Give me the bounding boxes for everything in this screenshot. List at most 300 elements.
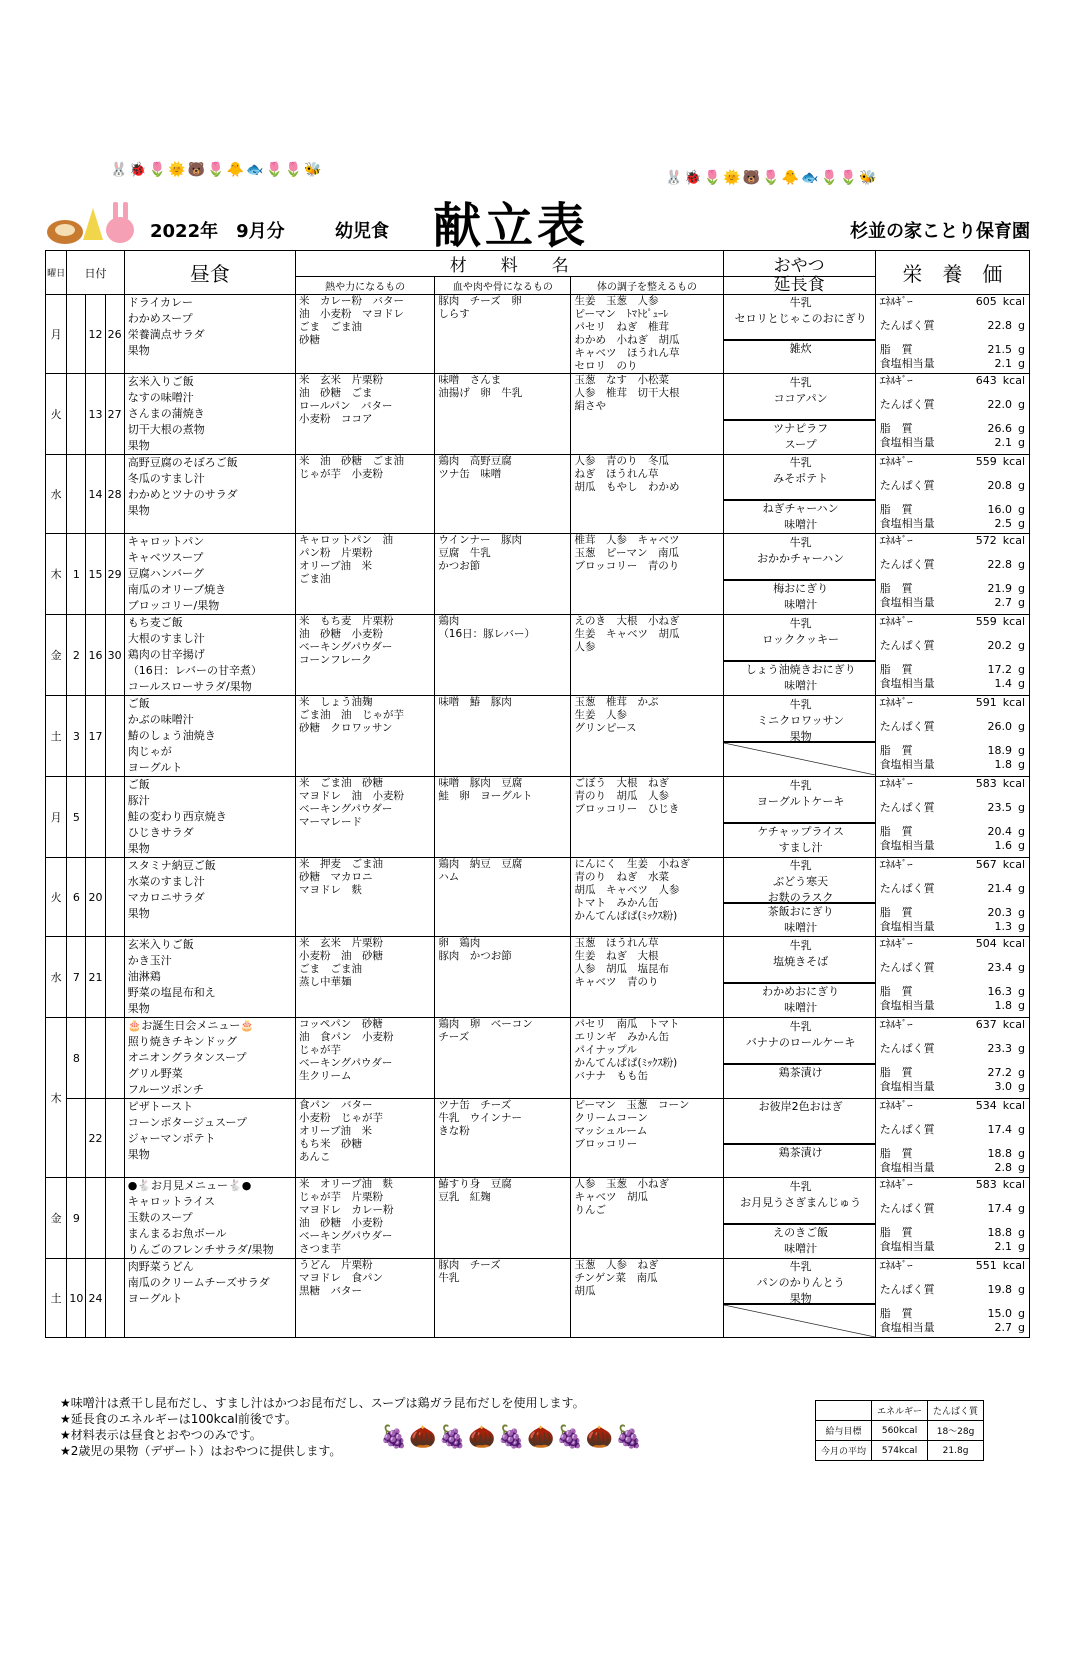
snack-item: ぶどう寒天 bbox=[773, 875, 829, 888]
fat-label: 脂 質 bbox=[879, 503, 913, 516]
lunch-cell-line: 果物 bbox=[127, 439, 150, 452]
lunch-cell-line: コールスローサラダ/果物 bbox=[127, 680, 252, 693]
energy-label: ｴﾈﾙｷﾞｰ bbox=[879, 1099, 913, 1112]
protein-number: 19.8 bbox=[987, 1283, 1013, 1296]
salt-label: 食塩相当量 bbox=[879, 517, 935, 530]
protein-unit: g bbox=[1018, 801, 1025, 814]
salt-label: 食塩相当量 bbox=[879, 999, 935, 1012]
fat bbox=[876, 906, 1029, 920]
date-header: 日付 bbox=[67, 251, 124, 295]
protein bbox=[876, 398, 1029, 412]
protein-number: 22.0 bbox=[987, 398, 1013, 411]
fat-unit: g bbox=[1018, 1307, 1025, 1320]
salt-value bbox=[995, 920, 1025, 934]
blood-ingredients bbox=[435, 858, 571, 937]
salt-value bbox=[995, 1321, 1025, 1335]
snack-items bbox=[724, 455, 875, 487]
extended-item: 味噌汁 bbox=[784, 1001, 818, 1014]
snack-item: おかかチャーハン bbox=[757, 552, 845, 565]
protein-unit: g bbox=[1018, 479, 1025, 492]
energy-ingredients-line: ごま油 bbox=[298, 573, 331, 585]
snack-item: 牛乳 bbox=[789, 296, 812, 309]
salt-unit: g bbox=[1018, 758, 1025, 771]
protein-label: たんぱく質 bbox=[879, 961, 935, 974]
extended-header: 延長食 bbox=[723, 277, 875, 295]
protein-unit: g bbox=[1018, 1042, 1025, 1055]
fat-number: 21.5 bbox=[987, 343, 1013, 356]
salt bbox=[876, 839, 1029, 853]
nutrition-average-table bbox=[815, 1400, 984, 1461]
energy-number: 643 bbox=[975, 374, 997, 387]
energy-ingredients-line: マヨドレ 油 小麦粉 bbox=[298, 790, 404, 802]
fat-unit: g bbox=[1018, 744, 1025, 757]
body-ingredients-line: ピーマン 玉葱 コーン bbox=[574, 1099, 690, 1111]
energy bbox=[876, 858, 1029, 872]
body-ingredients-line: パセリ 南瓜 トマト bbox=[574, 1018, 680, 1030]
fat bbox=[876, 1307, 1029, 1321]
date-cell: 7 bbox=[67, 937, 86, 1018]
body-ingredients bbox=[571, 1178, 723, 1259]
energy bbox=[876, 534, 1029, 548]
snack-cell bbox=[723, 374, 875, 455]
fat-label: 脂 質 bbox=[879, 422, 913, 435]
snack-item: お月見うさぎまんじゅう bbox=[740, 1196, 862, 1209]
date-cell bbox=[86, 1018, 105, 1099]
lunch-cell bbox=[124, 1018, 295, 1099]
protein-unit: g bbox=[1018, 319, 1025, 332]
nutrition-cell bbox=[875, 455, 1029, 534]
blood-ingredients bbox=[435, 777, 571, 858]
salt bbox=[876, 677, 1029, 691]
snack-items bbox=[724, 295, 875, 327]
snack-item: 牛乳 bbox=[789, 1180, 812, 1193]
extended-meal bbox=[724, 822, 875, 856]
body-ingredients-line: りんご bbox=[574, 1204, 606, 1216]
extended-item: 鶏茶漬け bbox=[778, 1066, 823, 1079]
fat-number: 16.3 bbox=[987, 985, 1013, 998]
lunch-cell bbox=[124, 1259, 295, 1338]
date-cell: 15 bbox=[86, 534, 105, 615]
energy-ingredients-line: コッペパン 砂糖 bbox=[298, 1018, 383, 1030]
school-name: 杉並の家ことり保育園 bbox=[850, 221, 1030, 242]
snack-items bbox=[724, 1259, 875, 1307]
protein-number: 22.8 bbox=[987, 319, 1013, 332]
lunch-cell-line: 玉麩のスープ bbox=[127, 1211, 193, 1224]
meal-kind: 幼児食 bbox=[335, 221, 389, 242]
energy-label: ｴﾈﾙｷﾞｰ bbox=[879, 615, 913, 628]
protein bbox=[876, 639, 1029, 653]
energy-ingredients-line: 食パン バター bbox=[298, 1099, 373, 1111]
extended-meal bbox=[724, 1063, 875, 1097]
lunch-cell-line: 鶏肉の甘辛揚げ bbox=[127, 648, 205, 661]
lunch-cell-line: ブロッコリー/果物 bbox=[127, 599, 220, 612]
fat-number: 18.9 bbox=[987, 744, 1013, 757]
fat-value bbox=[988, 503, 1025, 517]
fat-unit: g bbox=[1018, 906, 1025, 919]
energy-value bbox=[976, 295, 1025, 309]
snack-box bbox=[724, 778, 875, 856]
lunch-cell-line: 油淋鶏 bbox=[127, 970, 161, 983]
blood-ingredients bbox=[435, 615, 571, 696]
energy-label: ｴﾈﾙｷﾞｰ bbox=[879, 534, 913, 547]
avg-protein-header: たんぱく質 bbox=[928, 1401, 984, 1421]
protein-unit: g bbox=[1018, 720, 1025, 733]
protein-value bbox=[988, 639, 1025, 653]
energy-unit: kcal bbox=[1002, 534, 1025, 547]
page-title: 献立表 bbox=[433, 198, 590, 254]
menu-row bbox=[46, 1259, 1030, 1338]
energy-unit: kcal bbox=[1002, 937, 1025, 950]
date-cell bbox=[105, 858, 124, 937]
extended-meal bbox=[724, 339, 875, 373]
salt-label: 食塩相当量 bbox=[879, 920, 935, 933]
salt-value bbox=[995, 677, 1025, 691]
body-ingredients-line: 人参 青のり 冬瓜 bbox=[574, 455, 669, 467]
blood-ingredients-line: 味噌 豚肉 豆腐 bbox=[438, 777, 523, 789]
snack-cell bbox=[723, 615, 875, 696]
body-ingredients-line: わかめ 小ねぎ 胡瓜 bbox=[574, 334, 680, 346]
lunch-cell bbox=[124, 858, 295, 937]
blood-ingredients-line: （16日：豚レバー） bbox=[438, 628, 535, 640]
protein-label: たんぱく質 bbox=[879, 1283, 935, 1296]
protein-label: たんぱく質 bbox=[879, 801, 935, 814]
lunch-cell-line: 玄米入りご飯 bbox=[127, 938, 194, 951]
nutrition-cell bbox=[875, 374, 1029, 455]
body-ingredients-line: セロリ のり bbox=[574, 360, 638, 372]
menu-row bbox=[46, 534, 1030, 615]
salt-label: 食塩相当量 bbox=[879, 596, 935, 609]
nutrition-cell bbox=[875, 295, 1029, 374]
body-ingredients bbox=[571, 696, 723, 777]
blood-ingredients-line: チーズ bbox=[438, 1031, 470, 1043]
weekday-cell: 金 bbox=[46, 1178, 67, 1259]
nutrition-cell bbox=[875, 1259, 1029, 1338]
body-ingredients-line: かんてんぱぱ(ﾐｯｸｽ粉) bbox=[574, 1057, 678, 1069]
extended-meal bbox=[724, 741, 875, 775]
blood-ingredients-line: 牛乳 ウインナー bbox=[438, 1112, 522, 1124]
snack-items bbox=[724, 1019, 875, 1051]
salt bbox=[876, 517, 1029, 531]
protein-unit: g bbox=[1018, 558, 1025, 571]
protein bbox=[876, 558, 1029, 572]
date-cell bbox=[105, 777, 124, 858]
fat-value bbox=[988, 1147, 1025, 1161]
snack-cell bbox=[723, 1099, 875, 1178]
decoration-left: 🐰🐞🌷🌞🐻🌷🐥🐟🌷🌷🐝 bbox=[110, 162, 324, 178]
fat-value bbox=[988, 1307, 1025, 1321]
fat-value bbox=[988, 422, 1025, 436]
fat-value bbox=[988, 663, 1025, 677]
fat-unit: g bbox=[1018, 503, 1025, 516]
snack-header: おやつ bbox=[723, 251, 875, 277]
energy-ingredients-line: もち米 砂糖 bbox=[298, 1138, 362, 1150]
protein-value bbox=[988, 1042, 1025, 1056]
protein-unit: g bbox=[1018, 1283, 1025, 1296]
date-cell: 9 bbox=[67, 1178, 86, 1259]
protein bbox=[876, 1283, 1029, 1297]
blood-ingredients-line: 鶏肉 納豆 豆腐 bbox=[438, 858, 523, 870]
salt-label: 食塩相当量 bbox=[879, 1240, 935, 1253]
energy-value bbox=[976, 534, 1025, 548]
lunch-cell-line: わかめスープ bbox=[127, 312, 193, 325]
blood-ingredients-line: 豆腐 牛乳 bbox=[438, 547, 491, 559]
salt bbox=[876, 1321, 1029, 1335]
extended-item: ツナピラフ bbox=[773, 422, 829, 435]
nutrition-cell bbox=[875, 615, 1029, 696]
extended-meal bbox=[724, 902, 875, 936]
protein-number: 22.8 bbox=[987, 558, 1013, 571]
body-ingredients-line: ねぎ ほうれん草 bbox=[574, 468, 659, 480]
snack-item: 牛乳 bbox=[789, 456, 812, 469]
salt-label: 食塩相当量 bbox=[879, 436, 935, 449]
protein-label: たんぱく質 bbox=[879, 319, 935, 332]
blood-ingredients-line: 鶏肉 高野豆腐 bbox=[438, 455, 512, 467]
protein-value bbox=[988, 1123, 1025, 1137]
body-ingredients-line: 胡瓜 bbox=[574, 1285, 596, 1297]
lunch-cell-line: 冬瓜のすまし汁 bbox=[127, 472, 205, 485]
blood-ingredients bbox=[435, 455, 571, 534]
body-ingredients-line: パイナップル bbox=[574, 1044, 637, 1056]
extended-meal bbox=[724, 1143, 875, 1177]
fat-number: 15.0 bbox=[987, 1307, 1013, 1320]
body-ingredients-line: 青のり ねぎ 水菜 bbox=[574, 871, 669, 883]
date-cell bbox=[67, 455, 86, 534]
weekday-cell: 火 bbox=[46, 858, 67, 937]
body-ingredients-line: クリームコーン bbox=[574, 1112, 648, 1124]
protein-value bbox=[988, 1283, 1025, 1297]
energy-ingredients-line: 黒糖 バター bbox=[298, 1285, 362, 1297]
energy-label: ｴﾈﾙｷﾞｰ bbox=[879, 937, 913, 950]
blood-ingredients-line: 油揚げ 卵 牛乳 bbox=[438, 387, 523, 399]
energy-ingredients bbox=[295, 295, 434, 374]
protein-label: たんぱく質 bbox=[879, 558, 935, 571]
lunch-cell-line: キャベツスープ bbox=[127, 551, 204, 564]
snack-cell bbox=[723, 696, 875, 777]
energy-ingredients bbox=[295, 534, 434, 615]
salt-value bbox=[995, 999, 1025, 1013]
body-ingredients bbox=[571, 374, 723, 455]
snack-item: お麩のラスク bbox=[767, 891, 834, 904]
energy-value bbox=[976, 777, 1025, 791]
fat-value bbox=[988, 906, 1025, 920]
energy-ingredients bbox=[295, 696, 434, 777]
lunch-cell-line: オニオングラタンスープ bbox=[127, 1051, 247, 1064]
extended-meal bbox=[724, 419, 875, 453]
lunch-cell-line: なすの味噌汁 bbox=[127, 391, 194, 404]
note-line: ★延長食のエネルギーは100kcal前後です。 bbox=[60, 1412, 297, 1426]
snack-items bbox=[724, 1099, 875, 1115]
ingredients-header: 材 料 名 bbox=[295, 251, 723, 277]
body-ingredients-line: キャベツ 青のり bbox=[574, 976, 659, 988]
salt-value bbox=[995, 1240, 1025, 1254]
protein-value bbox=[988, 1202, 1025, 1216]
protein-number: 23.3 bbox=[987, 1042, 1013, 1055]
date-cell bbox=[105, 1178, 124, 1259]
lunch-cell bbox=[124, 615, 295, 696]
snack-box bbox=[724, 616, 875, 694]
snack-cell bbox=[723, 1178, 875, 1259]
protein-number: 26.0 bbox=[987, 720, 1013, 733]
protein-label: たんぱく質 bbox=[879, 882, 935, 895]
energy-ingredients-line: 米 玄米 片栗粉 bbox=[298, 937, 383, 949]
lunch-cell bbox=[124, 1178, 295, 1259]
fat-label: 脂 質 bbox=[879, 1226, 913, 1239]
blood-ingredients-line: しらす bbox=[438, 308, 470, 320]
energy-value bbox=[976, 937, 1025, 951]
protein bbox=[876, 479, 1029, 493]
body-ingredients-line: 青のり 胡瓜 人参 bbox=[574, 790, 669, 802]
extended-item: 味噌汁 bbox=[784, 679, 818, 692]
body-ingredients-line: グリンピース bbox=[574, 722, 637, 734]
salt bbox=[876, 920, 1029, 934]
blood-ingredients-line: 鶏肉 卵 ベーコン bbox=[438, 1018, 533, 1030]
lunch-cell bbox=[124, 455, 295, 534]
salt-label: 食塩相当量 bbox=[879, 357, 935, 370]
energy-ingredients bbox=[295, 374, 434, 455]
fat-value bbox=[988, 343, 1025, 357]
lunch-cell-line: マカロニサラダ bbox=[127, 891, 205, 904]
energy-ingredients-line: オリーブ油 米 bbox=[298, 560, 372, 572]
menu-row bbox=[46, 1018, 1030, 1099]
blood-ingredients-line: 卵 鶏肉 bbox=[438, 937, 481, 949]
lunch-cell-line: もち麦ご飯 bbox=[127, 616, 183, 629]
energy-ingredients-line: オリーブ油 米 bbox=[298, 1125, 372, 1137]
energy-ingredients-line: ベーキングパウダー bbox=[298, 1057, 393, 1069]
snack-item: 果物 bbox=[789, 730, 812, 743]
protein-label: たんぱく質 bbox=[879, 398, 935, 411]
extended-item: 味噌汁 bbox=[784, 518, 818, 531]
snack-items bbox=[724, 938, 875, 970]
protein-label: たんぱく質 bbox=[879, 1042, 935, 1055]
fat-number: 18.8 bbox=[987, 1226, 1013, 1239]
avg-energy-header: エネルギー bbox=[872, 1401, 928, 1421]
energy-ingredients-line: うどん 片栗粉 bbox=[298, 1259, 373, 1271]
protein-label: たんぱく質 bbox=[879, 720, 935, 733]
snack-items bbox=[724, 375, 875, 407]
body-ingredients-line: 玉葱 ほうれん草 bbox=[574, 937, 659, 949]
snack-item: ミニクロワッサン bbox=[757, 714, 845, 727]
salt-number: 2.1 bbox=[994, 436, 1013, 449]
date-cell: 5 bbox=[67, 777, 86, 858]
blood-ingredients-line: 豚肉 チーズ 卵 bbox=[438, 295, 522, 307]
lunch-cell-line: 照り焼きチキンドッグ bbox=[127, 1035, 238, 1048]
protein-value bbox=[988, 961, 1025, 975]
energy-ingredients bbox=[295, 1099, 434, 1178]
protein-number: 20.2 bbox=[987, 639, 1013, 652]
fat-label: 脂 質 bbox=[879, 825, 913, 838]
date-cell: 21 bbox=[86, 937, 105, 1018]
snack-item: 塩焼きそば bbox=[773, 955, 829, 968]
snack-items bbox=[724, 535, 875, 567]
energy-ingredients-line: 砂糖 マカロニ bbox=[298, 871, 373, 883]
blood-ingredients-line: 豆乳 紅麹 bbox=[438, 1191, 491, 1203]
snack-cell bbox=[723, 295, 875, 374]
fat-number: 18.8 bbox=[987, 1147, 1013, 1160]
note-line: ★材料表示は昼食とおやつのみです。 bbox=[60, 1428, 262, 1442]
salt-unit: g bbox=[1018, 1240, 1025, 1253]
energy-unit: kcal bbox=[1002, 1178, 1025, 1191]
salt-unit: g bbox=[1018, 1161, 1025, 1174]
energy-label: ｴﾈﾙｷﾞｰ bbox=[879, 295, 913, 308]
body-ingredients-line: 人参 胡瓜 塩昆布 bbox=[574, 963, 669, 975]
energy-value bbox=[976, 696, 1025, 710]
lunch-cell-line: ひじきサラダ bbox=[127, 826, 194, 839]
energy-ingredients-line: 米 しょう油麹 bbox=[298, 696, 373, 708]
protein-number: 20.8 bbox=[987, 479, 1013, 492]
energy-ingredients-line: 砂糖 bbox=[298, 334, 320, 346]
nutrition-cell bbox=[875, 937, 1029, 1018]
energy-ingredients-line: パン粉 片栗粉 bbox=[298, 547, 373, 559]
snack-item: パンのかりんとう bbox=[756, 1276, 845, 1289]
weekday-cell: 水 bbox=[46, 455, 67, 534]
menu-row bbox=[46, 777, 1030, 858]
snack-cell bbox=[723, 455, 875, 534]
fat-unit: g bbox=[1018, 422, 1025, 435]
protein-unit: g bbox=[1018, 1202, 1025, 1215]
salt-number: 2.7 bbox=[994, 596, 1013, 609]
fat-unit: g bbox=[1018, 343, 1025, 356]
blood-ingredients bbox=[435, 937, 571, 1018]
lunch-cell-line: 切干大根の煮物 bbox=[127, 423, 205, 436]
salt-number: 1.4 bbox=[994, 677, 1013, 690]
snack-box bbox=[724, 858, 875, 936]
body-ingredients-line: 生姜 人参 bbox=[574, 709, 627, 721]
lunch-cell-line: フルーツポンチ bbox=[127, 1083, 204, 1096]
fat-unit: g bbox=[1018, 1147, 1025, 1160]
energy-ingredients-line: じゃが芋 bbox=[298, 1044, 341, 1056]
lunch-cell-line: 野菜の塩昆布和え bbox=[127, 986, 216, 999]
page-header bbox=[45, 195, 1030, 254]
body-ingredients-line: 人参 玉葱 小ねぎ bbox=[574, 1178, 669, 1190]
lunch-cell bbox=[124, 295, 295, 374]
protein bbox=[876, 961, 1029, 975]
energy-label: ｴﾈﾙｷﾞｰ bbox=[879, 696, 913, 709]
protein bbox=[876, 319, 1029, 333]
energy-ingredients-line: じゃが芋 小麦粉 bbox=[298, 468, 383, 480]
date-cell: 6 bbox=[67, 858, 86, 937]
energy-ingredients-line: ごま ごま油 bbox=[298, 321, 362, 333]
extended-item: ケチャップライス bbox=[757, 825, 845, 838]
extended-item: スープ bbox=[784, 438, 817, 451]
body-ingredients-line: ブロッコリー ひじき bbox=[574, 803, 680, 815]
menu-row bbox=[46, 1099, 1030, 1178]
protein-value bbox=[988, 801, 1025, 815]
fat bbox=[876, 343, 1029, 357]
energy-value bbox=[976, 615, 1025, 629]
salt-value bbox=[995, 839, 1025, 853]
blood-ingredients bbox=[435, 1099, 571, 1178]
energy-label: ｴﾈﾙｷﾞｰ bbox=[879, 858, 913, 871]
date-cell bbox=[105, 696, 124, 777]
snack-items bbox=[724, 858, 875, 906]
lunch-cell-line: さんまの蒲焼き bbox=[127, 407, 205, 420]
date-cell: 17 bbox=[86, 696, 105, 777]
fat-unit: g bbox=[1018, 985, 1025, 998]
fat-label: 脂 質 bbox=[879, 1307, 913, 1320]
protein bbox=[876, 1123, 1029, 1137]
lunch-cell-line: 大根のすまし汁 bbox=[127, 632, 205, 645]
energy-ingredients bbox=[295, 937, 434, 1018]
date-cell bbox=[67, 374, 86, 455]
protein bbox=[876, 1202, 1029, 1216]
salt-value bbox=[995, 357, 1025, 371]
fat-label: 脂 質 bbox=[879, 985, 913, 998]
blood-ingredients-line: 豚肉 チーズ bbox=[438, 1259, 501, 1271]
date-cell: 26 bbox=[105, 295, 124, 374]
menu-row bbox=[46, 1178, 1030, 1259]
fat-number: 26.6 bbox=[987, 422, 1013, 435]
lunch-cell-line: ドライカレー bbox=[127, 296, 194, 309]
